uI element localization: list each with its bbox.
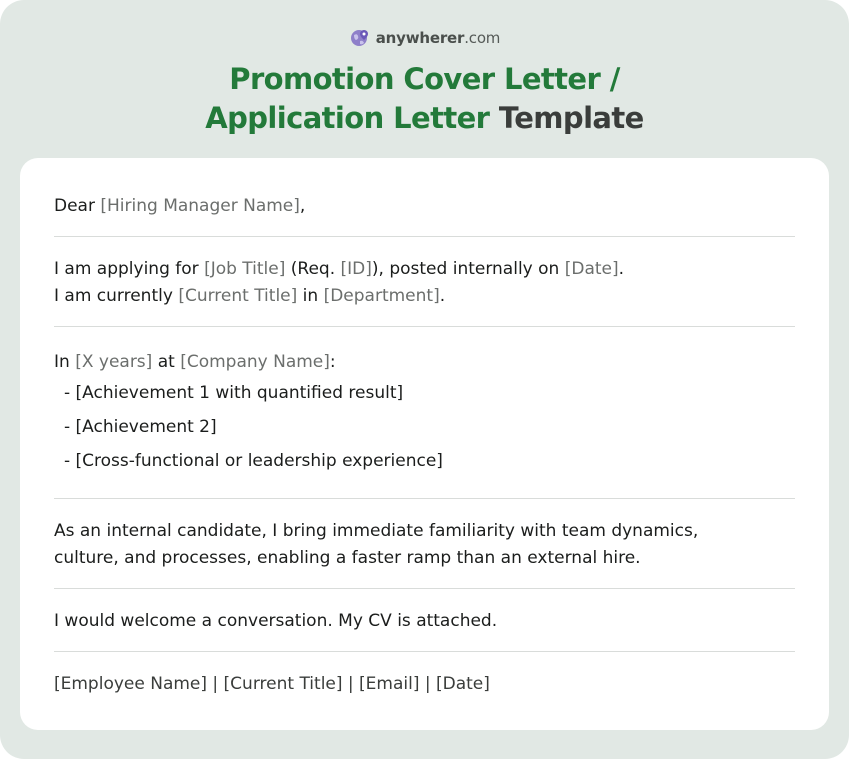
date-placeholder: [Date] — [564, 259, 619, 279]
divider — [54, 326, 795, 327]
globe-pin-icon — [349, 27, 371, 49]
intro-text: I am currently — [54, 286, 179, 306]
closing-line: I would welcome a conversation. My CV is attached. — [54, 611, 498, 631]
title-line2-dark: Template — [498, 101, 644, 135]
achievements-text: : — [329, 352, 336, 372]
intro-line-1 — [54, 256, 795, 283]
brand-name-suffix: .com — [464, 29, 501, 47]
divider — [54, 236, 795, 237]
brand-header — [0, 27, 849, 49]
signature-line: [Employee Name] | [Current Title] | [Email] | [Date] — [54, 674, 490, 694]
internal-candidate-paragraph — [54, 518, 795, 572]
brand-name — [376, 29, 500, 47]
internal-line-1: As an internal candidate, I bring immediate familiarity with team dynamics, — [54, 521, 699, 541]
intro-text: (Req. — [285, 259, 341, 279]
department-placeholder: [Department] — [323, 286, 440, 306]
achievement-item: - [Achievement 2] — [64, 417, 217, 437]
intro-text: ), posted internally on — [371, 259, 565, 279]
page-title — [0, 60, 849, 138]
title-line1: Promotion Cover Letter / — [229, 62, 620, 96]
intro-text: . — [439, 286, 446, 306]
hiring-manager-placeholder: [Hiring Manager Name] — [100, 196, 300, 216]
divider — [54, 651, 795, 652]
achievements-text: at — [152, 352, 181, 372]
achievement-item: - [Cross-functional or leadership experience] — [64, 451, 443, 471]
job-title-placeholder: [Job Title] — [204, 259, 286, 279]
salutation — [54, 193, 795, 220]
intro-text: I am applying for — [54, 259, 205, 279]
intro-text: . — [618, 259, 625, 279]
current-title-placeholder: [Current Title] — [178, 286, 298, 306]
achievements-lead — [54, 349, 795, 376]
intro-line-2 — [54, 283, 795, 310]
salutation-suffix: , — [299, 196, 306, 216]
intro-text: in — [297, 286, 324, 306]
achievements-text: In — [54, 352, 76, 372]
company-name-placeholder: [Company Name] — [180, 352, 330, 372]
internal-line-2: culture, and processes, enabling a faster ramp than an external hire. — [54, 548, 641, 568]
achievements-paragraph — [54, 349, 795, 478]
divider — [54, 498, 795, 499]
divider — [54, 588, 795, 589]
salutation-prefix: Dear — [54, 196, 101, 216]
req-id-placeholder: [ID] — [340, 259, 372, 279]
brand-name-bold: anywherer — [375, 29, 465, 47]
years-placeholder: [X years] — [75, 352, 153, 372]
intro-paragraph — [54, 256, 795, 310]
achievement-item: - [Achievement 1 with quantified result] — [64, 383, 404, 403]
letter-card — [20, 158, 829, 730]
title-line2-green: Application Letter — [205, 101, 490, 135]
